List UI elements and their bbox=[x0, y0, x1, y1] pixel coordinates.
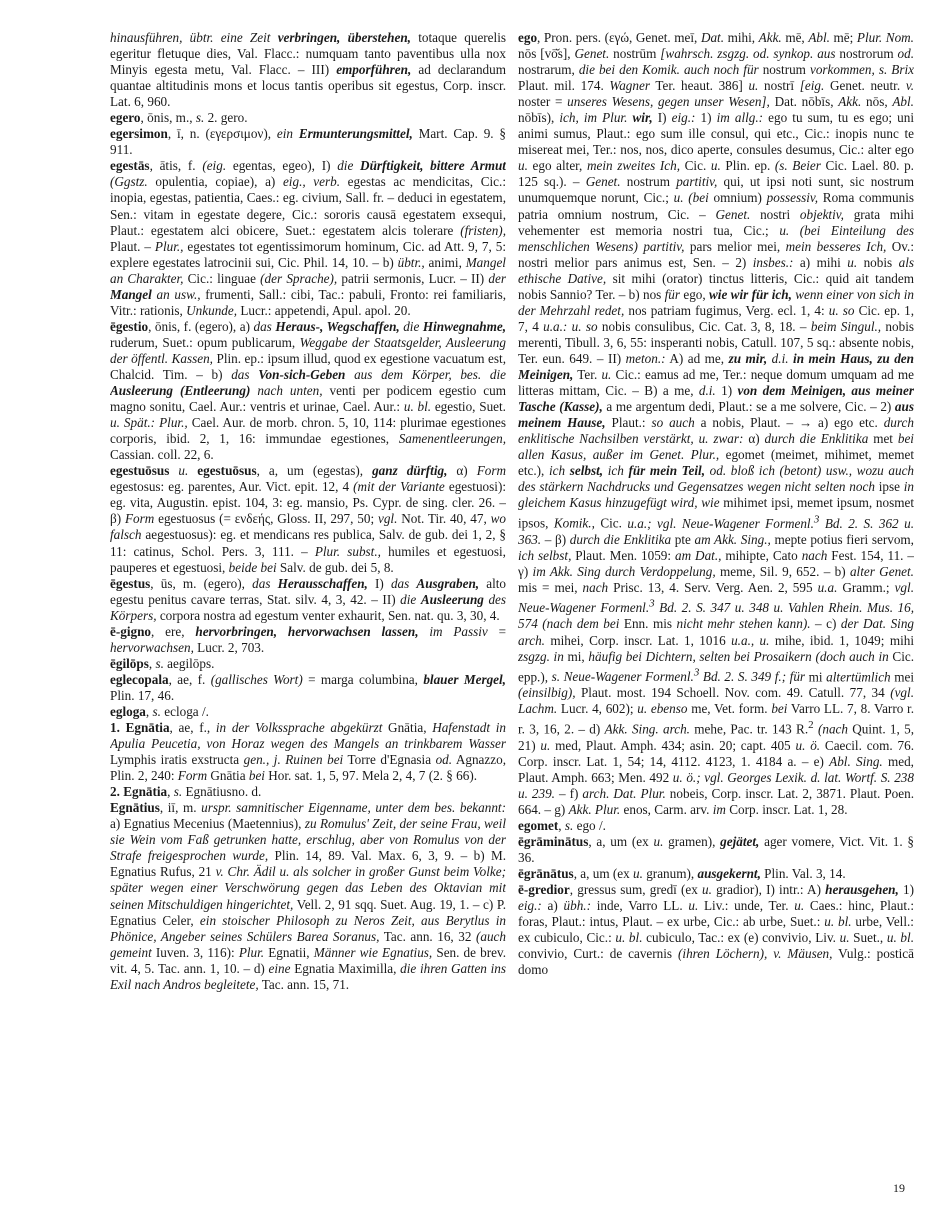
page-number: 19 bbox=[893, 1181, 905, 1195]
dictionary-entry: ēgilōps, s. aegilōps. bbox=[110, 655, 215, 671]
dictionary-entry: ē-gredior, gressus sum, gredī (ex u. gradior), I) intr.: A) herausgehen, 1) eig.: a) übh.: inde, Varro LL. u. Liv.: unde, Ter. u. Caes.: hinc, Plaut.: foras, Plaut.: intus, Plaut. – ex urbe, Cic.: ab urbe, Suet.: u. bl. urbe, Vell.: ex cubiculo, Cic.: u. bl. cubiculo, Tac.: ex (e) convivio, Liv. u. Suet., u. bl. convivio, Curt.: de cavernis (ihren Löchern), v. Mäusen, Vulg.: posticā domo bbox=[518, 882, 914, 978]
dictionary-entry: egero, ōnis, m., s. 2. gero. bbox=[110, 110, 248, 126]
dictionary-entry: 2. Egnātia, s. Egnātiusno. d. bbox=[110, 784, 262, 800]
dictionary-entry: Egnātius, iī, m. urspr. samnitischer Eigenname, unter dem bes. bekannt: a) Egnatius Mecenius (Maetennius), zu Romulus' Zeit, der seine Frau, weil sie Wein vom Faß getrunken hatte, erschlug, aber von Romulus von der Strafe freigesprochen wurde, Plin. 14, 89. Val. Max. 6, 3, 9. – b) M. Egnatius Rufus, 21 v. Chr. Ädil u. als solcher in großer Gunst beim Volke; später wegen einer Verschwörung gegen das Leben des Oktavian mit seinen Mitschuldigen hingerichtet, Vell. 2, 91 sqq. Suet. Aug. 19, 1. – c) P. Egnatius Celer, ein stoischer Philosoph zu Neros Zeit, aus Berytlus in Phönice, Angeber seines Schülers Barea Soranus, Tac. ann. 16, 32 (auch gemeint Iuven. 3, 116): Plur. Egnatii, Männer wie Egnatius, Sen. de brev. vit. 4, 5. Tac. ann. 1, 10. – d) eine Egnatia Maximilla, die ihren Gatten ins Exil nach Andros begleitete, Tac. ann. 15, 71. bbox=[110, 800, 506, 992]
dictionary-entry: ē-gigno, ere, hervorbringen, hervorwachsen lassen, im Passiv = hervorwachsen, Lucr. 2, 703. bbox=[110, 623, 506, 655]
dictionary-entry: egersimon, ī, n. (εγερσιμον), ein Ermunterungsmittel, Mart. Cap. 9. § 911. bbox=[110, 126, 506, 158]
dictionary-entry: hinausführen, übtr. eine Zeit verbringen, überstehen, totaque querelis egeritur fletuque dies, Val. Flacc.: numquam tanto paventibus ulla nox Minyis egesta metu, Val. Flacc. – III) emporführen, ad declarandum quantae altitudinis mons et locus tantis operibus sit egestus, Corp. inscr. Lat. 6, 960. bbox=[110, 30, 506, 110]
dictionary-entry: ēgrāminātus, a, um (ex u. gramen), gejätet, ager vomere, Vict. Vit. 1. § 36. bbox=[518, 833, 914, 865]
dictionary-entry: eglecopala, ae, f. (gallisches Wort) = marga columbina, blauer Mergel, Plin. 17, 46. bbox=[110, 671, 506, 703]
left-column bbox=[110, 30, 506, 1175]
dictionary-entry: egestās, ātis, f. (eig. egentas, egeo), I) die Dürftigkeit, bittere Armut (Ggstz. opulentia, copiae), a) eig., verb. egestas ac mendicitas, Cic.: inopia, egestas, patientia, Caes.: eg. civium, Sall. fr. – deduci in egestatem, Sen.: vitam in egestate degere, Cic.: sororis causā egestatem exsequi, Plaut.: egestatem alci obicere, Suet.: egestatem alcis tolerare (fristen), Plaut. – Plur., egestates tot egentissimorum hominum, Cic. ad Att. 9, 7, 5: explere egestates latrocinii sui, Cic. Phil. 14, 10. – b) übtr., animi, Mangel an Charakter, Cic.: linguae (der Sprache), patrii sermonis, Lucr. – II) der Mangel an usw., frumenti, Sall.: cibi, Tac.: pabuli, Fronto: rei familiaris, Vitr.: rationis, Unkunde, Lucr.: appetendi, Apul. apol. 20. bbox=[110, 158, 506, 318]
dictionary-entry: ēgestio, ōnis, f. (egero), a) das Heraus-, Wegschaffen, die Hinwegnahme, ruderum, Suet.: opum publicarum, Weggabe der Staatsgelder, Ausleerung der öffentl. Kassen, Plin. ep.: ipsum illud, quod ex egestione vacuatum est, Chalcid. Tim. – b) das Von-sich-Geben aus dem Körper, bes. die Ausleerung (Entleerung) nach unten, venti per podicem egestio cum magno sonitu, Cael. Aur.: ventris et urinae, Cael. Aur.: u. bl. egestio, Suet. u. Spät.: Plur., Cael. Aur. de morb. chron. 5, 10, 114: plurimae egestiones corporis, ibid. 2, 1, 16: immundae egestiones, Samenentleerungen, Cassian. coll. 22, 6. bbox=[110, 318, 506, 463]
dictionary-entry: ēgrānātus, a, um (ex u. granum), ausgekernt, Plin. Val. 3, 14. bbox=[518, 865, 846, 881]
dictionary-entry: egestuōsus u. egestuōsus, a, um (egestas), ganz dürftig, α) Form egestosus: eg. parentes, Aur. Vict. epit. 12, 4 (mit der Variante egestuosi): eg. vita, Augustin. epist. 104, 3: eg. mansio, Ps. Cypr. de sing. cler. 26. – β) Form egestuosus (= ενδεής, Gloss. II, 297, 50; vgl. Not. Tir. 40, 47, wo falsch aegestuosus): eg. et mendicans res publica, Salv. de gub. dei 1, 2, § 11: catinus, Schol. Pers. 3, 111. – Plur. subst., humiles et egestuosi, pauperes et egestuosi, beide bei Salv. de gub. dei 5, 8. bbox=[110, 463, 506, 575]
dictionary-entry: ego, Pron. pers. (εγώ, Genet. meī, Dat. mihi, Akk. mē, Abl. mē; Plur. Nom. nōs [vō̆s], Genet. nostrūm [wahrsch. zsgzg. od. synkop. aus nostrorum od. nostrarum, die bei den Komik. auch noch für nostrum vorkommen, s. Brix Plaut. mil. 174. Wagner Ter. heaut. 386] u. nostrī [eig. Genet. neutr. v. noster = unseres Wesens, gegen unser Wesen], Dat. nōbīs, Akk. nōs, Abl. nōbīs), ich, im Plur. wir, I) eig.: 1) im allg.: ego tu sum, tu es ego; uni animi sumus, Plaut.: ego sum ille consul, qui etc., Cic.: inopis nunc te misereat mei, Ter.: nos, nos, dico aperte, consules desumus, Cic.: alter ego u. ego alter, mein zweites Ich, Cic. u. Plin. ep. (s. Beier Cic. Lael. 80. p. 125 sq.). – Genet. nostrum partitiv, qui, ut ipsi noti sunt, sic nostrum unumquemque norunt, Cic.; u. (bei omnium) possessiv, Roma communis patria omnium nostrum, Cic. – Genet. nostri objektiv, grata mihi vehementer est memoria nostri tua, Cic.; u. (bei Einteilung des menschlichen Wesens) partitiv, pars melior mei, mein besseres Ich, Ov.: nostri melior pars animus est, Sen. – 2) insbes.: a) mihi u. nobis als ethische Dative, sit mihi (orator) tinctus litteris, Cic.: quid ait tandem nobis Sannio? Ter. – b) nos für ego, wie wir für ich, wenn einer von sich in der Mehrzahl redet, nos patriam fugimus, Verg. ecl. 1, 4: u. so Cic. ep. 1, 7, 4 u.a.: u. so nobis consulibus, Cic. Cat. 3, 8, 18. – beim Singul., nobis merenti, Tibull. 3, 6, 55: insperanti nobis, Catull. 107, 5 sq.: absente nobis, Ter. eun. 649. – II) meton.: A) ad me, zu mir, d.i. in mein Haus, zu den Meinigen, Ter. u. Cic.: eamus ad me, Ter.: neque domum umquam ad me litteras mittam, Cic. – B) a me, d.i. 1) von dem Meinigen, aus meiner Tasche (Kasse), a me argentum dedi, Plaut.: se a me solvere, Cic. – 2) aus meinem Hause, Plaut.: so auch a nobis, Plaut. – → a) ego etc. durch enklitische Nachsilben verstärkt, u. zwar: α) durch die Enklitika met bei allen Kasus, außer im Genet. Plur., egomet (meimet, mihimet, memet etc.), ich selbst, ich für mein Teil, od. bloß ich (betont) usw., wozu auch des stärkern Nachdrucks und Gegensatzes wegen nicht selten noch ipse in gleichem Kasus hinzugefügt wird, wie mihimet ipsi, memet ipsum, nosmet ipsos, Komik., Cic. u.a.; vgl. Neue-Wagener Formenl.$^3$ Bd. 2. S. 362 u. 363. – β) durch die Enklitika pte am Akk. Sing., mepte potius fieri servom, ich selbst, Plaut. Men. 1059: am Dat., mihipte, Cato nach Fest. 154, 11. – γ) im Akk. Sing durch Verdoppelung, meme, Sil. 9, 652. – b) alter Genet. mis = mei, nach Prisc. 13, 4. Serv. Verg. Aen. 2, 595 u.a. Gramm.; vgl. Neue-Wagener Formenl.$^3$ Bd. 2. S. 347 u. 348 u. Vahlen Rhein. Mus. 16, 574 (nach dem bei Enn. mis nicht mehr stehen kann). – c) der Dat. Sing arch. mihei, Corp. inscr. Lat. 1, 1016 u.a., u. mihe, ibid. 1, 1049; mihi zsgzg. in mi, häufig bei Dichtern, selten bei Prosaikern (doch auch in Cic. epp.), s. Neue-Wagener Formenl.$^3$ Bd. 2. S. 349 f.; für mi altertümlich mei (einsilbig), Plaut. most. 194 Schoell. Nov. com. 49. Catull. 77, 34 (vgl. Lachm. Lucr. 4, 602); u. ebenso me, Vet. form. bei Varro LL. 7, 8. Varro r. r. 3, 16, 2. – d) Akk. Sing. arch. mehe, Pac. tr. 143 R.$^2$ (nach Quint. 1, 5, 21) u. med, Plaut. Amph. 434; asin. 20; capt. 405 u. ö. Caecil. com. 76. Corp. inscr. Lat. 1, 54; 14, 4112. 4123, 1. 4184 a. – e) Abl. Sing. med, Plaut. Amph. 663; Men. 492 u. ö.; vgl. Georges Lexik. d. lat. Wortf. S. 238 u. 239. – f) arch. Dat. Plur. nobeis, Corp. inscr. Lat. 2, 3871. Plaut. Poen. 664. – g) Akk. Plur. enos, Carm. arv. im Corp. inscr. Lat. 1, 28. bbox=[518, 30, 914, 817]
dictionary-entry: 1. Egnātia, ae, f., in der Volkssprache abgekürzt Gnātia, Hafenstadt in Apulia Peucetia, von Horaz wegen des Mangels an trinkbarem Wasser Lymphis iratis exstructa gen., j. Ruinen bei Torre d'Egnasia od. Agnazzo, Plin. 2, 240: Form Gnātia bei Hor. sat. 1, 5, 97. Mela 2, 4, 7 (2. § 66). bbox=[110, 720, 506, 784]
dictionary-entry: egloga, s. ecloga /. bbox=[110, 703, 209, 719]
right-column bbox=[518, 30, 914, 1175]
dictionary-entry: egomet, s. ego /. bbox=[518, 817, 606, 833]
dictionary-entry: ēgestus, ūs, m. (egero), das Herausschaffen, I) das Ausgraben, alto egestu penitus cavare terras, Stat. silv. 4, 3, 42. – II) die Ausleerung des Körpers, corpora nostra ad egestum venter exhaurit, Sen. nat. qu. 3, 30, 4. bbox=[110, 575, 506, 623]
